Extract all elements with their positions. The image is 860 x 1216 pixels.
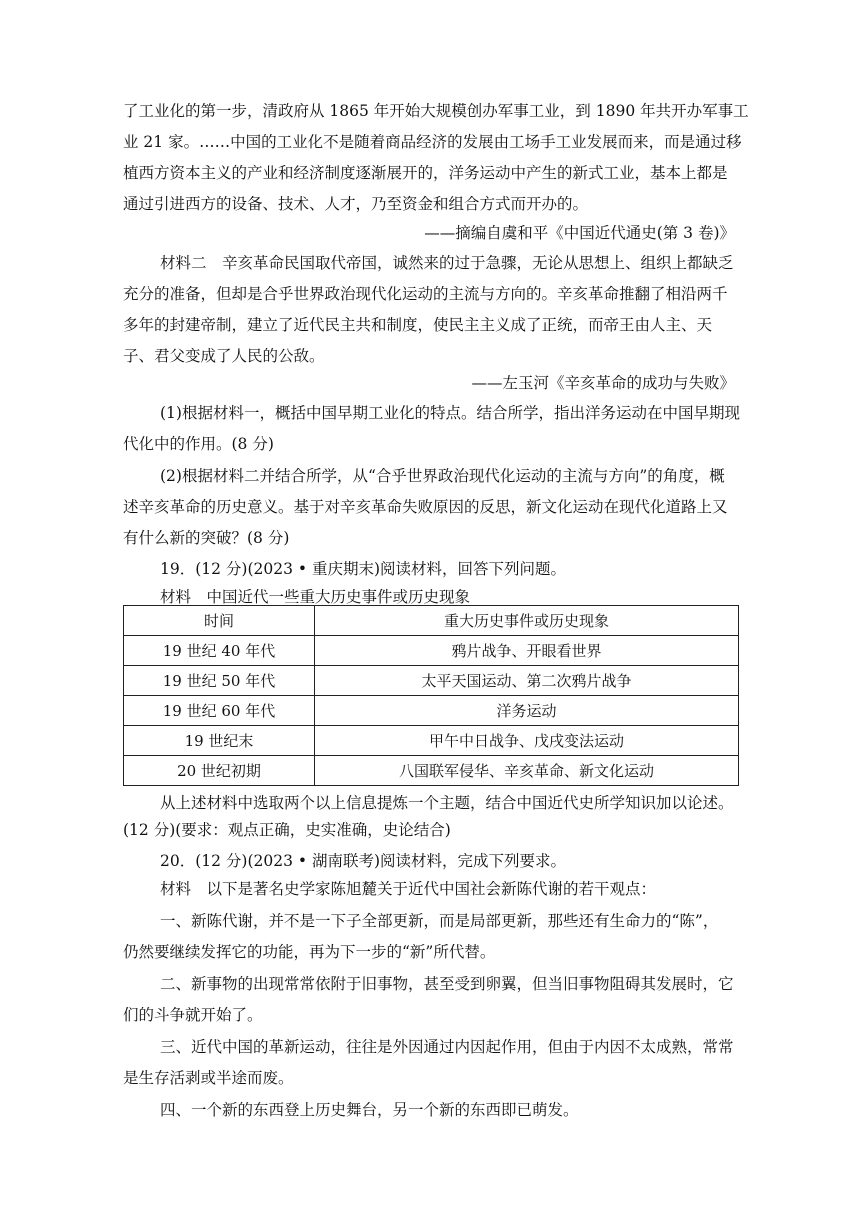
para1-line-2: 业 21 家。……中国的工业化不是随着商品经济的发展由工场手工业发展而来，而是通过移 — [123, 133, 742, 151]
q18-sub2-line-2: 述辛亥革命的历史意义。基于对辛亥革命失败原因的反思，新文化运动在现代化道路上又 — [123, 498, 728, 516]
table-header-cell: 时间 — [124, 606, 315, 636]
table-header-row — [124, 606, 739, 636]
q20-point3-line-2: 是生存活剥或半途而废。 — [123, 1069, 294, 1087]
table-row — [124, 666, 739, 696]
q18-sub1-line-2: 代化中的作用。(8 分) — [123, 435, 274, 453]
q19-header: 19．(12 分)(2023 • 重庆期末)阅读材料，回答下列问题。 — [160, 560, 567, 578]
para1-line-3: 植西方资本主义的产业和经济制度逐渐展开的，洋务运动中产生的新式工业，基本上都是 — [123, 164, 728, 182]
table-cell-event: 太平天国运动、第二次鸦片战争 — [315, 666, 739, 696]
table-row — [124, 726, 739, 756]
table-cell-time: 19 世纪 60 年代 — [124, 696, 315, 726]
table-cell-time: 20 世纪初期 — [124, 756, 315, 786]
para1-source: ——摘编自虞和平《中国近代通史(第 3 卷)》 — [424, 224, 735, 242]
table-row — [124, 756, 739, 786]
para1-line-4: 通过引进西方的设备、技术、人才，乃至资金和组合方式而开办的。 — [123, 195, 589, 213]
q20-point3-line-1: 三、近代中国的革新运动，往往是外因通过内因起作用，但由于内因不太成熟，常常 — [160, 1038, 734, 1056]
q20-point1-line-2: 仍然要继续发挥它的功能，再为下一步的“新”所代替。 — [123, 943, 496, 961]
q20-point1-line-1: 一、新陈代谢，并不是一下子全部更新，而是局部更新，那些还有生命力的“陈”， — [160, 912, 719, 930]
q20-point2-line-2: 们的斗争就开始了。 — [123, 1006, 263, 1024]
events-table — [123, 605, 739, 786]
table-cell-time: 19 世纪 40 年代 — [124, 636, 315, 666]
table-cell-event: 八国联军侵华、辛亥革命、新文化运动 — [315, 756, 739, 786]
q20-point2-line-1: 二、新事物的出现常常依附于旧事物，甚至受到卵翼，但当旧事物阻碍其发展时，它 — [160, 975, 734, 993]
q20-header: 20．(12 分)(2023 • 湖南联考)阅读材料，完成下列要求。 — [160, 852, 567, 870]
q18-sub2-line-3: 有什么新的突破？(8 分) — [123, 529, 290, 547]
table-cell-time: 19 世纪末 — [124, 726, 315, 756]
table-cell-event: 鸦片战争、开眼看世界 — [315, 636, 739, 666]
q19-material-title: 材料 中国近代一些重大历史事件或历史现象 — [160, 588, 471, 606]
table-header-cell: 重大历史事件或历史现象 — [315, 606, 739, 636]
q20-material-title: 材料 以下是著名史学家陈旭麓关于近代中国社会新陈代谢的若干观点： — [160, 880, 657, 898]
q20-point4-line-1: 四、一个新的东西登上历史舞台，另一个新的东西即已萌发。 — [160, 1101, 579, 1119]
table-row — [124, 696, 739, 726]
q18-sub2-line-1: (2)根据材料二并结合所学，从“合乎世界政治现代化运动的主流与方向”的角度，概 — [160, 467, 725, 485]
material2-source: ——左玉河《辛亥革命的成功与失败》 — [471, 374, 735, 392]
table-cell-event: 甲午中日战争、戊戌变法运动 — [315, 726, 739, 756]
material2-line-4: 子、君父变成了人民的公敌。 — [123, 347, 325, 365]
q18-sub1-line-1: (1)根据材料一，概括中国早期工业化的特点。结合所学，指出洋务运动在中国早期现 — [160, 404, 740, 422]
table-row — [124, 636, 739, 666]
table-cell-time: 19 世纪 50 年代 — [124, 666, 315, 696]
material2-line-1: 材料二 辛亥革命民国取代帝国，诚然来的过于急骤，无论从思想上、组织上都缺乏 — [160, 254, 734, 272]
table-cell-event: 洋务运动 — [315, 696, 739, 726]
q19-task-line-2: (12 分)(要求：观点正确，史实准确，史论结合) — [123, 821, 451, 839]
material2-line-2: 充分的准备，但却是合乎世界政治现代化运动的主流与方向的。辛亥革命推翻了相沿两千 — [123, 285, 728, 303]
material2-line-3: 多年的封建帝制，建立了近代民主共和制度，使民主主义成了正统，而帝王由人主、天 — [123, 316, 713, 334]
q19-task-line-1: 从上述材料中选取两个以上信息提炼一个主题，结合中国近代史所学知识加以论述。 — [160, 794, 734, 812]
para1-line-1: 了工业化的第一步，清政府从 1865 年开始大规模创办军事工业，到 1890 年共开办军事工 — [123, 102, 749, 120]
